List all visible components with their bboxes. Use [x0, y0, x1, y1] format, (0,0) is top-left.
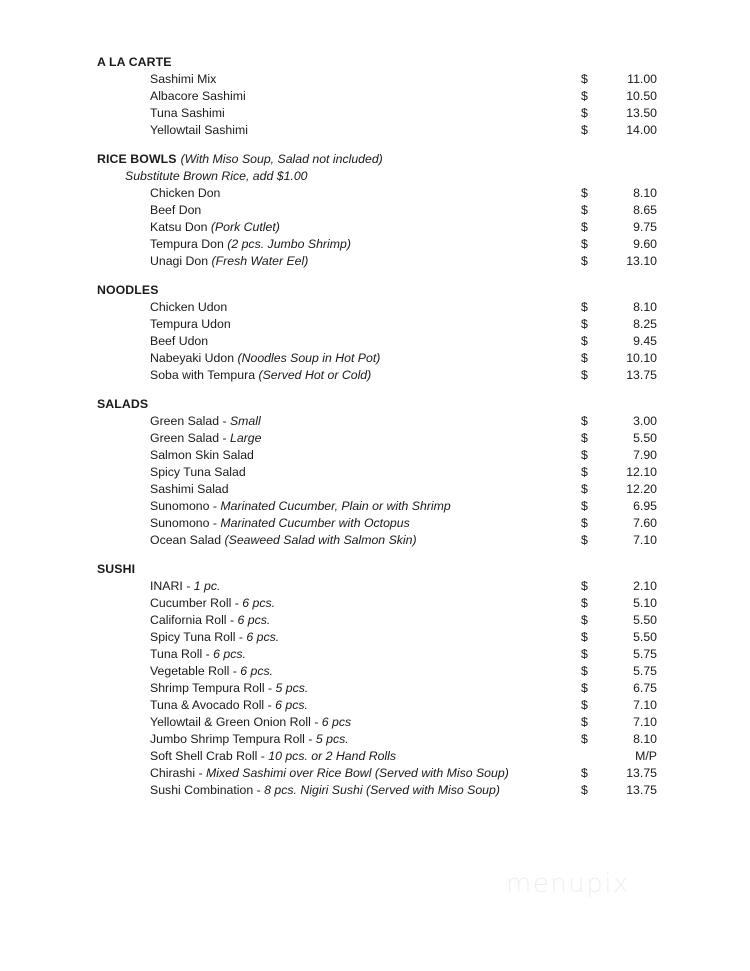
menu-item-name [97, 714, 581, 731]
menu-item-currency: $ [581, 516, 588, 530]
menu-item-name-text: Tuna & Avocado Roll - [150, 698, 276, 712]
menu-item-name-text: Chicken Udon [150, 300, 228, 314]
menu-item-price: 7.10 [633, 533, 657, 547]
menu-item-row [97, 680, 657, 697]
menu-item-name-text: Green Salad - [150, 431, 230, 445]
menu-item-currency: $ [581, 681, 588, 695]
menu-item-name [97, 595, 581, 612]
menu-item-row [97, 88, 657, 105]
menu-item-row [97, 515, 657, 532]
menu-item-currency: $ [581, 783, 588, 797]
menu-item-currency: $ [581, 664, 588, 678]
menu-item-currency: $ [581, 414, 588, 428]
menu-item-name-text: Spicy Tuna Salad [150, 465, 246, 479]
section-title: SALADS [97, 397, 149, 411]
menu-item-name-text: Vegetable Roll - [150, 664, 241, 678]
menu-item-row [97, 714, 657, 731]
menu-item-row [97, 697, 657, 714]
menu-item-name [97, 765, 581, 782]
menu-item-price: 6.95 [633, 499, 657, 513]
menu-item-currency: $ [581, 647, 588, 661]
menu-item-name [97, 219, 581, 236]
menu-item-name-text: Sunomono - [150, 516, 221, 530]
section-items [97, 578, 657, 799]
menu-item-name [97, 253, 581, 270]
menu-item-row [97, 430, 657, 447]
menu-item-price: 10.10 [626, 351, 657, 365]
menu-item-currency: $ [581, 732, 588, 746]
menu-item-name [97, 202, 581, 219]
section-title: A LA CARTE [97, 55, 172, 69]
menu-item-name-text: Shrimp Tempura Roll - [150, 681, 276, 695]
menu-item-name [97, 71, 581, 88]
menu-item-row [97, 748, 657, 765]
menu-item-currency: $ [581, 596, 588, 610]
menu-item-row [97, 122, 657, 139]
menu-item-price: 11.00 [627, 72, 657, 86]
section-header [97, 151, 657, 168]
menu-item-name-text: Nabeyaki Udon [150, 351, 238, 365]
menu-item-name-text: Chicken Don [150, 186, 221, 200]
menu-item-currency: $ [581, 334, 588, 348]
menu-item-name-text: Tuna Sashimi [150, 106, 225, 120]
menu-item-name-text: Yellowtail Sashimi [150, 123, 248, 137]
menu-item-description: 6 pcs. [275, 698, 308, 712]
menu-item-description: (Pork Cutlet) [210, 220, 280, 234]
menu-item-currency: $ [581, 533, 588, 547]
menu-item-description: 6 pcs. [213, 647, 246, 661]
menu-item-row [97, 629, 657, 646]
menu-item-name [97, 663, 581, 680]
menu-item-row [97, 731, 657, 748]
menu-item-row [97, 316, 657, 333]
menu-item-currency: $ [581, 186, 588, 200]
menu-item-name-text: Katsu Don [150, 220, 211, 234]
menu-item-description: Small [229, 414, 261, 428]
menu-item-description: Large [229, 431, 262, 445]
menu-item-name [97, 316, 581, 333]
menu-item-currency: $ [581, 465, 588, 479]
menu-item-name [97, 350, 581, 367]
menu-item-currency: $ [581, 431, 588, 445]
menu-item-row [97, 333, 657, 350]
menu-item-name [97, 413, 581, 430]
menu-item-row [97, 219, 657, 236]
menu-item-row [97, 105, 657, 122]
menu-item-description: (Noodles Soup in Hot Pot) [237, 351, 381, 365]
menu-item-currency: $ [581, 579, 588, 593]
menu-item-description: Marinated Cucumber with Octopus [220, 516, 410, 530]
section-header [97, 561, 657, 578]
menu-item-name-text: Beef Udon [150, 334, 209, 348]
menu-item-row [97, 578, 657, 595]
menu-item-currency: $ [581, 123, 588, 137]
menu-item-name [97, 629, 581, 646]
menu-item-currency: $ [581, 300, 588, 314]
menu-item-currency: $ [581, 499, 588, 513]
menu-item-row [97, 765, 657, 782]
menu-item-name-text: Beef Don [150, 203, 202, 217]
menu-item-price: 6.75 [633, 681, 657, 695]
menu-item-description: Mixed Sashimi over Rice Bowl (Served with Miso Soup) [206, 766, 509, 780]
section-items [97, 185, 657, 270]
menu-item-name-text: Soba with Tempura [150, 368, 259, 382]
menu-item-name-text: Green Salad - [150, 414, 230, 428]
menu-item-name-text: Yellowtail & Green Onion Roll - [150, 715, 322, 729]
section-header [97, 282, 657, 299]
menu-item-price: 13.75 [626, 368, 657, 382]
menu-item-price: 8.10 [633, 186, 657, 200]
menu-sections-container [97, 54, 657, 811]
menu-item-row [97, 253, 657, 270]
menu-item-name [97, 105, 581, 122]
menu-item-name-text: Soft Shell Crab Roll - [150, 749, 269, 763]
menu-item-price: 7.60 [633, 516, 657, 530]
menu-item-row [97, 532, 657, 549]
menu-item-price: 8.10 [633, 732, 657, 746]
section-header [97, 54, 657, 71]
menu-item-name [97, 367, 581, 384]
menu-item-name [97, 578, 581, 595]
menu-item-price: 10.50 [626, 89, 657, 103]
menu-item-name-text: Jumbo Shrimp Tempura Roll - [150, 732, 316, 746]
menu-item-name-text: Tuna Roll - [150, 647, 214, 661]
menu-item-name-text: Unagi Don [150, 254, 212, 268]
menu-item-row [97, 367, 657, 384]
menu-item-name [97, 697, 581, 714]
menu-item-row [97, 481, 657, 498]
menu-item-row [97, 447, 657, 464]
menu-item-price: 9.60 [633, 237, 657, 251]
menu-item-name-text: Sushi Combination - [150, 783, 265, 797]
section-subnote: Substitute Brown Rice, add $1.00 [125, 169, 308, 183]
menu-item-name-text: Salmon Skin Salad [150, 448, 254, 462]
menu-item-name [97, 680, 581, 697]
section-header [97, 396, 657, 413]
menu-item-row [97, 663, 657, 680]
menu-item-name [97, 515, 581, 532]
menu-item-price: M/P [635, 749, 657, 763]
menu-item-currency: $ [581, 351, 588, 365]
menu-item-price: 7.90 [633, 448, 657, 462]
menu-item-price: 8.25 [633, 317, 657, 331]
menu-item-price: 3.00 [633, 414, 657, 428]
menu-item-name-text: Tempura Udon [150, 317, 231, 331]
menu-item-name [97, 782, 581, 799]
menu-item-price: 7.10 [633, 715, 657, 729]
menu-item-price: 8.10 [633, 300, 657, 314]
menu-section-salads [97, 396, 657, 549]
menu-item-description: 6 pcs [321, 715, 352, 729]
menu-item-description: (2 pcs. Jumbo Shrimp) [227, 237, 351, 251]
menu-item-currency: $ [581, 368, 588, 382]
menu-item-name [97, 333, 581, 350]
menu-item-price: 14.00 [626, 123, 657, 137]
menu-item-row [97, 71, 657, 88]
menu-item-price: 9.75 [633, 220, 657, 234]
menu-item-name-text: Chirashi - [150, 766, 207, 780]
menu-item-name-text: Spicy Tuna Roll - [150, 630, 247, 644]
menu-item-price: 5.75 [633, 664, 657, 678]
menu-item-row [97, 595, 657, 612]
menu-item-row [97, 464, 657, 481]
menu-item-name [97, 498, 581, 515]
menu-item-name-text: INARI - [150, 579, 194, 593]
menu-item-currency: $ [581, 254, 588, 268]
section-items [97, 299, 657, 384]
menu-item-name [97, 464, 581, 481]
section-items [97, 413, 657, 549]
menu-item-row [97, 350, 657, 367]
menupix-watermark: menupix [506, 869, 630, 899]
menu-item-name-text: Albacore Sashimi [150, 89, 246, 103]
menu-item-description: 5 pcs. [315, 732, 349, 746]
menu-item-row [97, 646, 657, 663]
menu-item-price: 2.10 [633, 579, 657, 593]
menu-item-currency: $ [581, 89, 588, 103]
menu-item-name [97, 731, 581, 748]
menu-item-description: 10 pcs. or 2 Hand Rolls [268, 749, 397, 763]
menu-item-name [97, 646, 581, 663]
menu-item-name-text: Sashimi Mix [150, 72, 217, 86]
menu-item-currency: $ [581, 317, 588, 331]
menu-item-name [97, 447, 581, 464]
menu-item-name [97, 532, 581, 549]
menu-item-price: 13.75 [626, 766, 657, 780]
menu-item-row [97, 498, 657, 515]
menu-item-price: 5.50 [633, 630, 657, 644]
menu-item-currency: $ [581, 613, 588, 627]
menu-item-description: Marinated Cucumber, Plain or with Shrimp [220, 499, 451, 513]
menu-item-row [97, 236, 657, 253]
menu-item-currency: $ [581, 237, 588, 251]
menu-item-currency: $ [581, 766, 588, 780]
menu-item-currency: $ [581, 698, 588, 712]
menu-item-description: 5 pcs. [275, 681, 309, 695]
menu-item-row [97, 202, 657, 219]
menu-item-price: 13.10 [626, 254, 657, 268]
section-note: (With Miso Soup, Salad not included) [180, 152, 383, 166]
menu-item-name-text: Sashimi Salad [150, 482, 229, 496]
menu-item-currency: $ [581, 203, 588, 217]
menu-item-name [97, 612, 581, 629]
menu-item-description: 6 pcs. [240, 664, 274, 678]
menu-item-name-text: Cucumber Roll - [150, 596, 243, 610]
menu-item-name [97, 748, 581, 765]
menu-item-currency: $ [581, 72, 588, 86]
menu-item-name [97, 299, 581, 316]
menu-item-price: 5.75 [633, 647, 657, 661]
menu-item-name [97, 430, 581, 447]
menu-section-a-la-carte [97, 54, 657, 139]
menu-item-name [97, 236, 581, 253]
menu-item-description: 6 pcs. [242, 596, 276, 610]
section-title: NOODLES [97, 283, 159, 297]
menu-section-noodles [97, 282, 657, 384]
menu-item-description: (Seaweed Salad with Salmon Skin) [224, 533, 417, 547]
menu-item-currency: $ [581, 106, 588, 120]
menu-item-description: 6 pcs. [246, 630, 280, 644]
menu-item-description: 8 pcs. Nigiri Sushi (Served with Miso Soup) [264, 783, 500, 797]
menu-section-sushi [97, 561, 657, 799]
menu-item-name [97, 88, 581, 105]
section-items [97, 71, 657, 139]
menu-item-price: 9.45 [633, 334, 657, 348]
menu-item-row [97, 413, 657, 430]
menu-item-price: 7.10 [633, 698, 657, 712]
menu-item-name [97, 122, 581, 139]
menu-item-row [97, 185, 657, 202]
menu-item-price: 5.10 [633, 596, 657, 610]
menu-item-currency: $ [581, 715, 588, 729]
menu-item-row [97, 782, 657, 799]
menu-item-price: 13.75 [626, 783, 657, 797]
menu-item-name [97, 185, 581, 202]
menu-section-rice-bowls [97, 151, 657, 270]
menu-item-row [97, 299, 657, 316]
menu-item-name-text: Tempura Don [150, 237, 228, 251]
menu-item-name-text: California Roll - [150, 613, 238, 627]
menu-item-price: 8.65 [633, 203, 657, 217]
menu-item-currency: $ [581, 220, 588, 234]
menu-item-row [97, 612, 657, 629]
menu-item-name-text: Sunomono - [150, 499, 221, 513]
menu-item-price: 12.10 [626, 465, 657, 479]
menu-item-price: 5.50 [633, 431, 657, 445]
menu-item-currency: $ [581, 630, 588, 644]
section-title: SUSHI [97, 562, 136, 576]
menu-item-description: (Served Hot or Cold) [258, 368, 372, 382]
menu-item-currency: $ [581, 448, 588, 462]
menu-item-description: 6 pcs. [237, 613, 271, 627]
menu-item-currency: $ [581, 482, 588, 496]
menu-item-price: 5.50 [633, 613, 657, 627]
menu-item-description: 1 pc. [193, 579, 221, 593]
section-title: RICE BOWLS [97, 152, 177, 166]
menu-item-description: (Fresh Water Eel) [211, 254, 309, 268]
menu-item-price: 13.50 [626, 106, 657, 120]
menu-item-name-text: Ocean Salad [150, 533, 225, 547]
menu-item-name [97, 481, 581, 498]
menu-item-price: 12.20 [626, 482, 657, 496]
